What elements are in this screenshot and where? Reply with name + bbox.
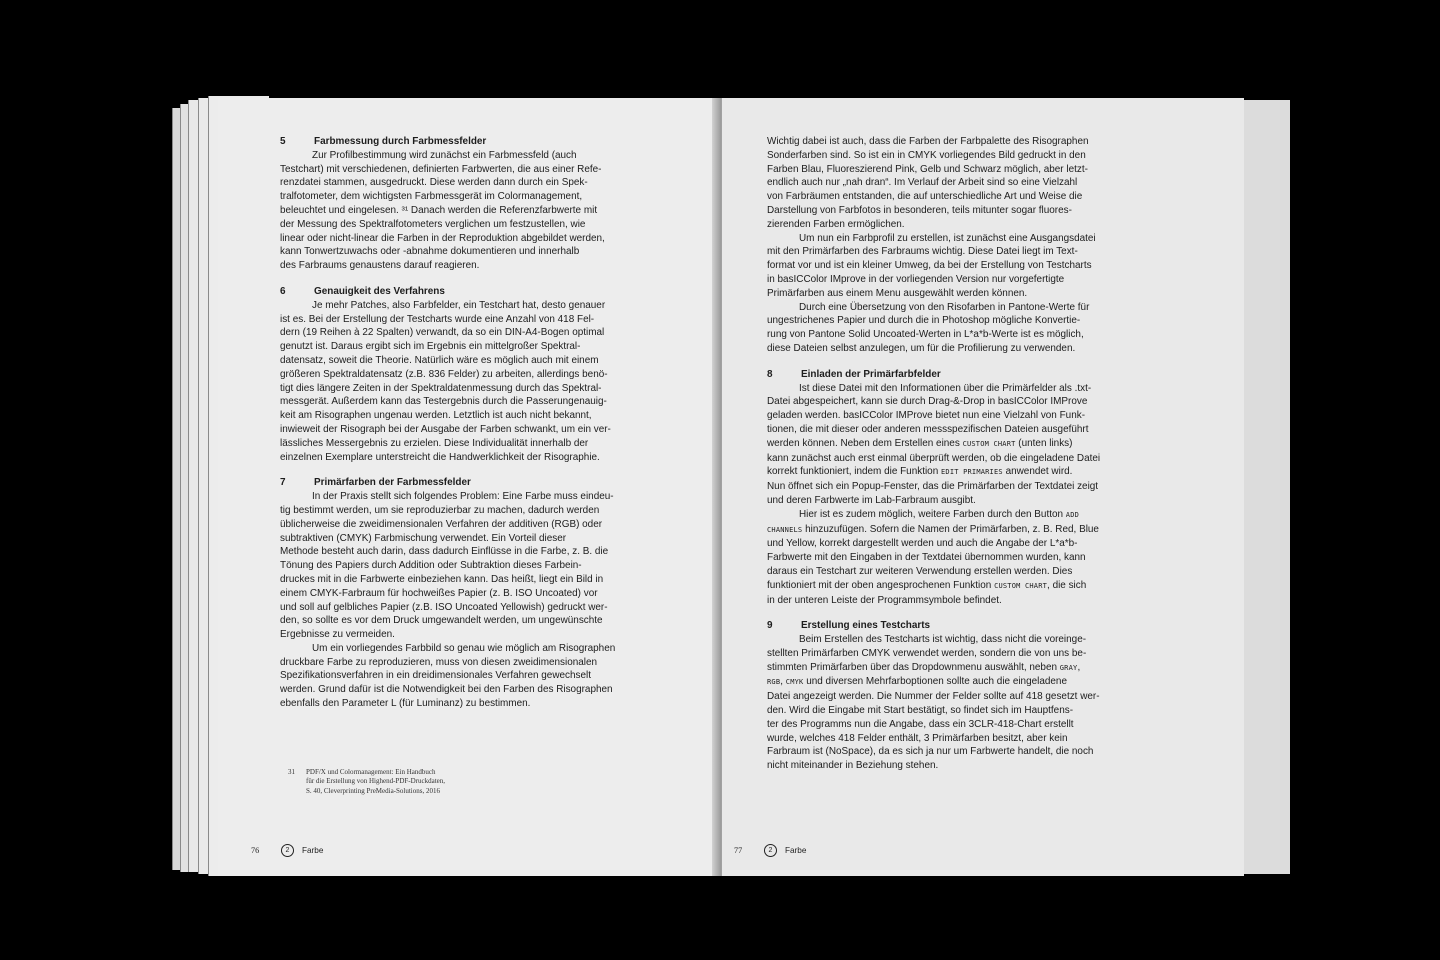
line-text: tralfotometer, dem wichtigsten Farbmessgerät im Colormanagement, [280,191,583,203]
text-line [767,565,1187,579]
text-line [767,745,1187,759]
text-line [767,759,1187,773]
text-line [280,573,690,587]
text-line [767,633,1187,647]
text-line [767,452,1187,466]
line-text: endlich auch nur „nah dran“. Im Verlauf der Arbeit sind so eine Vielzahl [767,177,1078,189]
footnote-line: PDF/X und Colormanagement: Ein Handbuch [306,768,436,776]
footnote-line: für die Erstellung von Highend-PDF-Druckdaten, [306,777,445,786]
text-line [767,245,1187,259]
chapter-title: Farbe [302,846,324,855]
right-text-column [767,135,1187,773]
text-line [280,299,690,313]
left-page [218,98,718,876]
line-text: messgerät. Außerdem kann das Testergebnis durch die Passerungenauig- [280,396,607,408]
line-text: datensatz, soweit die Theorie. Natürlich wäre es möglich auch mit einem [280,354,599,366]
line-text: ter des Programms nun die Angabe, dass ein 3CLR-418-Chart erstellt [767,718,1074,730]
ui-term: CHANNELS [767,525,803,534]
line-text: tig bestimmt werden, um sie reproduzierbar zu machen, dadurch werden [280,504,600,516]
text-line [280,518,690,532]
left-text-column [280,135,690,711]
line-text: einzelnen Exemplare unterstreicht die Handwerklichkeit der Risographie. [280,451,600,463]
text-line [767,594,1187,608]
ui-term: RGB [767,678,781,687]
line-text: Farben Blau, Fluoreszierend Pink, Gelb und Schwarz möglich, aber letzt- [767,163,1088,175]
text-line [767,135,1187,149]
chapter-number-badge: 2 [764,844,777,857]
ui-term: CUSTOM CHART [994,581,1048,590]
line-text: Wichtig dabei ist auch, dass die Farben der Farbpalette des Risographen [767,136,1089,147]
text-line [767,204,1187,218]
line-text: von Farbräumen entstanden, die auf unterschiedliche Art und Weise die [767,191,1083,203]
line-text: in basICColor IMprove in der vorliegenden Version nur vorgefertigte [767,273,1065,285]
line-text: Nun öffnet sich ein Popup-Fenster, das die Primärfarben der Textdatei zeigt [767,481,1099,493]
text-line [280,587,690,601]
line-text: Farbraum ist (NoSpace), da es sich ja nur um Farbwerte handelt, die noch [767,746,1094,758]
text-line [767,523,1187,538]
paragraph-gap [280,464,690,476]
line-text: anwendet wird. [1002,466,1073,478]
line-text: werden können. Neben dem Erstellen eines [767,437,960,449]
line-text: Genauigkeit des Verfahrens [314,285,445,297]
page-number: 77 [734,846,743,855]
section-heading [280,285,690,299]
text-line [767,508,1187,523]
text-line [280,423,690,437]
line-text: tigt dies längere Zeiten in der Spektraldatenmessung durch das Spektral- [280,382,602,394]
text-line [767,382,1187,396]
folio [734,844,806,857]
text-line [767,675,1187,690]
text-line [280,163,690,177]
line-text: Um nun ein Farbprofil zu erstellen, ist zunächst eine Ausgangsdatei [799,232,1096,244]
line-text: funktioniert mit der oben angesprochenen Funktion [767,579,992,591]
line-text: der Messung des Spektralfotometers verglichen um festzustellen, wie [280,218,586,230]
line-text: den, so sollte es vor dem Druck umgewandelt werden, um ungewünschte [280,615,603,627]
line-text: wurde, welches 418 Felder enthält, 3 Primärfarben besitzt, aber kein [767,732,1068,744]
line-text: und deren Farbwerte im Lab-Farbraum ausgibt. [767,494,976,506]
line-text: einem CMYK-Farbraum für hochweißes Papier (z. B. ISO Uncoated) vor [280,587,598,599]
text-line [280,669,690,683]
text-line [767,437,1187,452]
page-number: 76 [251,846,260,855]
line-text: geladen werden. basICColor IMProve bietet nun eine Vielzahl von Funk- [767,410,1085,422]
text-line [767,551,1187,565]
ui-term: CUSTOM CHART [962,439,1016,448]
footnote-number: 31 [288,768,295,776]
text-line [767,287,1187,301]
line-text: ist es. Bei der Erstellung der Testcharts wurde eine Anzahl von 418 Fel- [280,313,595,325]
text-line [280,642,690,656]
text-line [280,545,690,559]
line-text: Erstellung eines Testcharts [801,620,931,632]
line-text: Einladen der Primärfarbfelder [801,368,941,380]
text-line [280,697,690,711]
text-line [280,354,690,368]
line-text: , die sich [1047,579,1087,591]
line-text: lässliches Messergebnis zu erzielen. Diese Individualität innerhalb der [280,437,589,449]
section-number: 5 [280,136,286,147]
line-text: stimmten Primärfarben über das Dropdownmenu auswählt, neben [767,661,1057,673]
text-line [280,232,690,246]
text-line [767,718,1187,732]
text-line [280,532,690,546]
line-text: Um ein vorliegendes Farbbild so genau wie möglich am Risographen [312,642,616,654]
line-text: hinzuzufügen. Sofern die Namen der Primärfarben, z. B. Red, Blue [802,523,1099,535]
text-line [280,614,690,628]
text-line [280,190,690,204]
right-page [722,98,1244,876]
line-text: üblicherweise die zweidimensionalen Verfahren der additiven (RGB) oder [280,518,603,530]
line-text: Sonderfarben sind. So ist ein in CMYK vorliegendes Bild gedruckt in den [767,149,1086,161]
line-text: daraus ein Testchart zur weiteren Verwendung erstellen werden. Dies [767,565,1073,577]
line-text: rung von Pantone Solid Uncoated-Werten in L*a*b-Werte ist es möglich, [767,329,1084,341]
text-line [280,395,690,409]
line-text: format vor und ist ein kleiner Umweg, da bei der Erstellung von Testcharts [767,260,1092,272]
line-text: druckes mit in die Farbwerte einbeziehen kann. Das heißt, liegt ein Bild in [280,573,604,585]
text-line [280,204,690,218]
text-line [280,559,690,573]
line-text: renzdatei stammen, ausgedruckt. Diese werden dann durch ein Spek- [280,177,588,189]
text-line [767,661,1187,676]
text-line [280,656,690,670]
line-text: Je mehr Patches, also Farbfelder, ein Testchart hat, desto genauer [312,299,606,311]
text-line [767,704,1187,718]
section-heading [767,368,1187,382]
line-text: tionen, die mit dieser oder anderen messspezifischen Dateien ausgeführt [767,423,1089,435]
chapter-title: Farbe [785,846,807,855]
text-line [767,190,1187,204]
line-text: Methode besteht auch darin, dass dadurch Einflüsse in die Farbe, z. B. die [280,546,609,558]
text-line [767,328,1187,342]
section-number: 8 [767,368,773,380]
text-line [767,176,1187,190]
footnote-line: S. 40, Cleverprinting PreMedia-Solutions, 2016 [306,786,440,795]
text-line [280,368,690,382]
text-line [767,690,1187,704]
text-line [767,301,1187,315]
line-text: in der unteren Leiste der Programmsymbole befindet. [767,594,1002,606]
text-line [767,732,1187,746]
line-text: inwieweit der Risograph bei der Ausgabe der Farben schwankt, um ein ver- [280,423,611,435]
text-line [280,451,690,465]
text-line [280,313,690,327]
text-line [767,218,1187,232]
folio [251,844,323,857]
text-line [280,340,690,354]
line-text: des Farbraums genaustens darauf reagieren. [280,260,480,272]
text-line [767,232,1187,246]
text-line [767,465,1187,480]
text-line [280,382,690,396]
line-text: werden. Grund dafür ist die Notwendigkeit bei den Farben des Risographen [280,684,613,696]
line-text: genutzt ist. Daraus ergibt sich im Ergebnis ein mittelgroßer Spektral- [280,341,581,353]
text-line [280,409,690,423]
paragraph-gap [280,273,690,285]
text-line [280,326,690,340]
section-heading [767,619,1187,633]
line-text: Durch eine Übersetzung von den Risofarben in Pantone-Werte für [799,301,1090,313]
text-line [280,218,690,232]
line-text: Datei abgespeichert, kann sie durch Drag-&-Drop in basICColor IMProve [767,396,1088,408]
text-line [767,149,1187,163]
line-text: diese Dateien selbst anzulegen, um für die Profilierung zu verwenden. [767,342,1076,354]
section-heading [280,476,690,490]
text-line [280,437,690,451]
line-text: Farbwerte mit den Eingaben in der Textdatei übernommen wurden, kann [767,552,1086,564]
line-text: und diversen Mehrfarboptionen sollte auch die eingeladene [803,676,1067,688]
line-text: druckbare Farbe zu reproduzieren, muss von diesen zweidimensionalen [280,656,598,668]
line-text: kann Tonwertzuwachs oder -abnahme dokumentieren und innerhalb [280,246,580,258]
line-text: zierenden Farben ermöglichen. [767,218,905,230]
paragraph-gap [767,356,1187,368]
line-text: Hier ist es zudem möglich, weitere Farben durch den Button [799,508,1064,520]
line-text: und Yellow, korrekt dargestellt werden und auch die Angabe der L*a*b- [767,538,1078,550]
text-line [767,647,1187,661]
text-line [767,579,1187,594]
paragraph-gap [767,607,1187,619]
text-line [280,628,690,642]
text-line [280,245,690,259]
text-line [280,176,690,190]
line-text: Testchart) mit verschiedenen, definierten Farbwerten, die aus einer Refe- [280,163,602,175]
line-text: Spezifikationsverfahren in ein dreidimensionales Verfahren gewechselt [280,670,592,682]
line-text: (unten links) [1015,437,1073,449]
text-line [280,504,690,518]
chapter-number-badge: 2 [281,844,294,857]
text-line [280,490,690,504]
line-text: Datei angezeigt werden. Die Nummer der Felder sollte auf 418 gesetzt wer- [767,691,1100,703]
text-line [767,395,1187,409]
line-text: Zur Profilbestimmung wird zunächst ein Farbmessfeld (auch [312,149,577,161]
text-line [280,259,690,273]
text-line [767,259,1187,273]
line-text: beleuchtet und eingelesen. ³¹ Danach werden die Referenzfarbwerte mit [280,204,598,216]
line-text: Ergebnisse zu vermeiden. [280,629,395,641]
ui-term: EDIT PRIMARIES [941,468,1003,477]
line-text: Ist diese Datei mit den Informationen über die Primärfelder als .txt- [799,382,1092,394]
text-line [767,163,1187,177]
section-number: 9 [767,620,773,632]
line-text: Farbmessung durch Farbmessfelder [314,136,487,147]
text-line [767,480,1187,494]
line-text: mit den Primärfarben des Farbraums wichtig. Diese Datei liegt im Text- [767,246,1078,258]
line-text: ebenfalls den Parameter L (für Luminanz) zu bestimmen. [280,698,531,710]
line-text: Beim Erstellen des Testcharts ist wichtig, dass nicht die voreinge- [799,634,1087,646]
line-text: Tönung des Papiers durch Addition oder Subtraktion dieses Farbein- [280,560,582,572]
line-text: größeren Spektraldatensatz (z.B. 836 Felder) zu arbeiten, allerdings benö- [280,368,608,380]
line-text: ungestrichenes Papier und durch die in Photoshop mögliche Konvertie- [767,315,1081,327]
line-text: den. Wird die Eingabe mit Start bestätigt, so findet sich im Hauptfens- [767,705,1074,717]
line-text: subtraktiven (CMYK) Farbmischung verwendet. Ein Vorteil dieser [280,532,567,544]
line-text: keit am Risographen ungenau werden. Letztlich ist auch nicht bekannt, [280,410,592,422]
ui-term: GRAY [1059,663,1078,672]
line-text: kann zunächst auch erst einmal überprüft werden, ob die eingeladene Datei [767,452,1101,464]
section-number: 6 [280,285,286,297]
line-text: und soll auf gelbliches Papier (z.B. ISO Uncoated Yellowish) gedruckt wer- [280,601,608,613]
line-text: Primärfarben aus einem Menu ausgewählt werden können. [767,287,1028,299]
text-line [767,537,1187,551]
text-line [767,273,1187,287]
line-text: Darstellung von Farbfotos in besonderen, teils mitunter sogar fluores- [767,204,1072,216]
text-line [767,409,1187,423]
text-line [767,494,1187,508]
line-text: linear oder nicht-linear die Farben in der Reproduktion abgebildet werden, [280,232,605,244]
section-heading [280,135,690,149]
ui-term: CMYK [785,678,804,687]
section-number: 7 [280,477,286,489]
footnote [288,768,488,796]
line-text: nicht miteinander in Beziehung stehen. [767,760,939,772]
text-line [767,423,1187,437]
text-line [767,314,1187,328]
line-text: Primärfarben der Farbmessfelder [314,477,471,489]
text-line [280,149,690,163]
line-text: , [780,676,786,688]
line-text: , [1077,661,1081,673]
line-text: stellten Primärfarben CMYK verwendet werden, sondern die von uns be- [767,647,1087,659]
text-line [280,683,690,697]
line-text: korrekt funktioniert, indem die Funktion [767,466,939,478]
text-line [280,601,690,615]
ui-term: ADD [1065,510,1080,519]
line-text: In der Praxis stellt sich folgendes Problem: Eine Farbe muss eindeu- [312,491,614,503]
text-line [767,342,1187,356]
line-text: dern (19 Reihen à 22 Spalten) verwandt, da so ein DIN-A4-Bogen optimal [280,327,605,339]
